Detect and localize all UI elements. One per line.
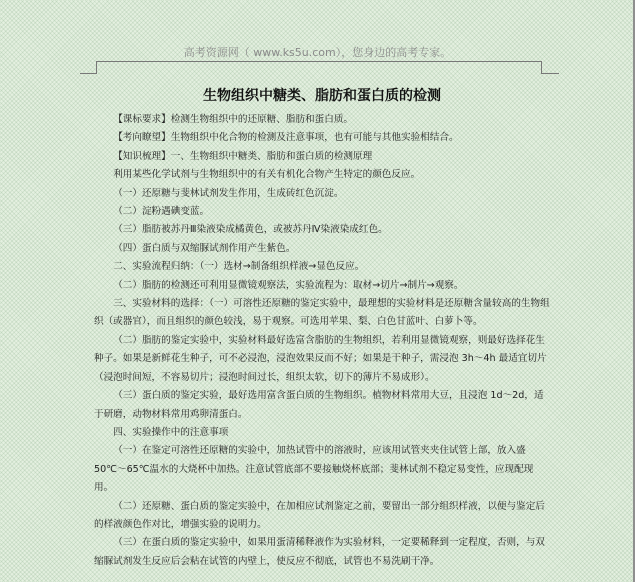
paragraph: 利用某些化学试剂与生物组织中的有关有机化合物产生特定的颜色反应。 [113, 169, 421, 181]
header-rule [96, 61, 542, 62]
paragraph: 【考向瞭望】生物组织中化合物的检测及注意事项，也有可能与其他实验相结合。 [113, 132, 459, 144]
paragraph: 二、实验流程归纳：（一）选材→制备组织样液→显色反应。 [113, 261, 365, 273]
paragraph: 四、实验操作中的注意事项 [113, 426, 229, 438]
paragraph: （一）在鉴定可溶性还原糖的实验中，加热试管中的溶液时，应该用试管夹夹住试管上部，放入盛 50℃～65℃温水的大烧杯中加热。注意试管底部不要接触烧杯底部；斐林试剂不稳定易变性，应现配现用。 [94, 445, 534, 494]
paragraph: 【知识梳理】一、生物组织中糖类、脂肪和蛋白质的检测原理 [113, 150, 373, 162]
page-header-text: 高考资源网（ www.ks5u.com），您身边的高考专家。 [183, 46, 452, 59]
paragraph: （一）还原糖与斐林试剂发生作用，生成砖红色沉淀。 [113, 187, 344, 199]
header-corner-left [96, 61, 97, 73]
paragraph: （四）蛋白质与双缩脲试剂作用产生紫色。 [113, 242, 296, 254]
paragraph: （二）脂肪的鉴定实验中，实验材料最好选富含脂肪的生物组织，若利用显微镜观察，则最好选择花生种子。如果是新鲜花生种子，可不必浸泡，浸泡效果反而不好；如果是干种子，需浸泡 3h～4h 最适宜切片（浸泡时间短，不容易切片；浸泡时间过长，组织太软，切下的薄片不易成形）。 [94, 334, 547, 383]
paragraph: （二）淀粉遇碘变蓝。 [113, 206, 210, 218]
margin-mark-left [80, 73, 97, 74]
paragraph: （二）脂肪的检测还可利用显微镜观察法，实验流程为：取材→切片→制片→观察。 [113, 279, 464, 291]
document-title: 生物组织中糖类、脂肪和蛋白质的检测 [203, 88, 441, 104]
paragraph: （三）脂肪被苏丹Ⅲ染液染成橘黄色，或被苏丹Ⅳ染液染成红色。 [113, 224, 388, 236]
paragraph: （三）蛋白质的鉴定实验，最好选用富含蛋白质的生物组织。植物材料常用大豆，且浸泡 1d～2d，适于研磨，动物材料常用鸡卵清蛋白。 [94, 390, 544, 420]
paragraph: 三、实验材料的选择：（一）可溶性还原糖的鉴定实验中，最理想的实验材料是还原糖含量较高的生物组织（或器官），而且组织的颜色较浅，易于观察。可选用苹果、梨、白色甘蓝叶、白萝卜等。 [94, 298, 550, 328]
header-corner-right [541, 61, 542, 73]
paragraph: 【课标要求】检测生物组织中的还原糖、脂肪和蛋白质。 [113, 114, 354, 125]
paragraph: （三）在蛋白质的鉴定实验中，如果用蛋清稀释液作为实验材料，一定要稀释到一定程度，否则，与双缩脲试剂发生反应后会粘在试管的内壁上，使反应不彻底，试管也不易洗刷干净。 [94, 537, 545, 567]
document-body[interactable] [94, 82, 550, 571]
paragraph: （二）还原糖、蛋白质的鉴定实验中，在加相应试剂鉴定之前，要留出一部分组织样液，以便与鉴定后的样液颜色作对比，增强实验的说明力。 [94, 500, 545, 530]
margin-mark-right [541, 73, 559, 74]
